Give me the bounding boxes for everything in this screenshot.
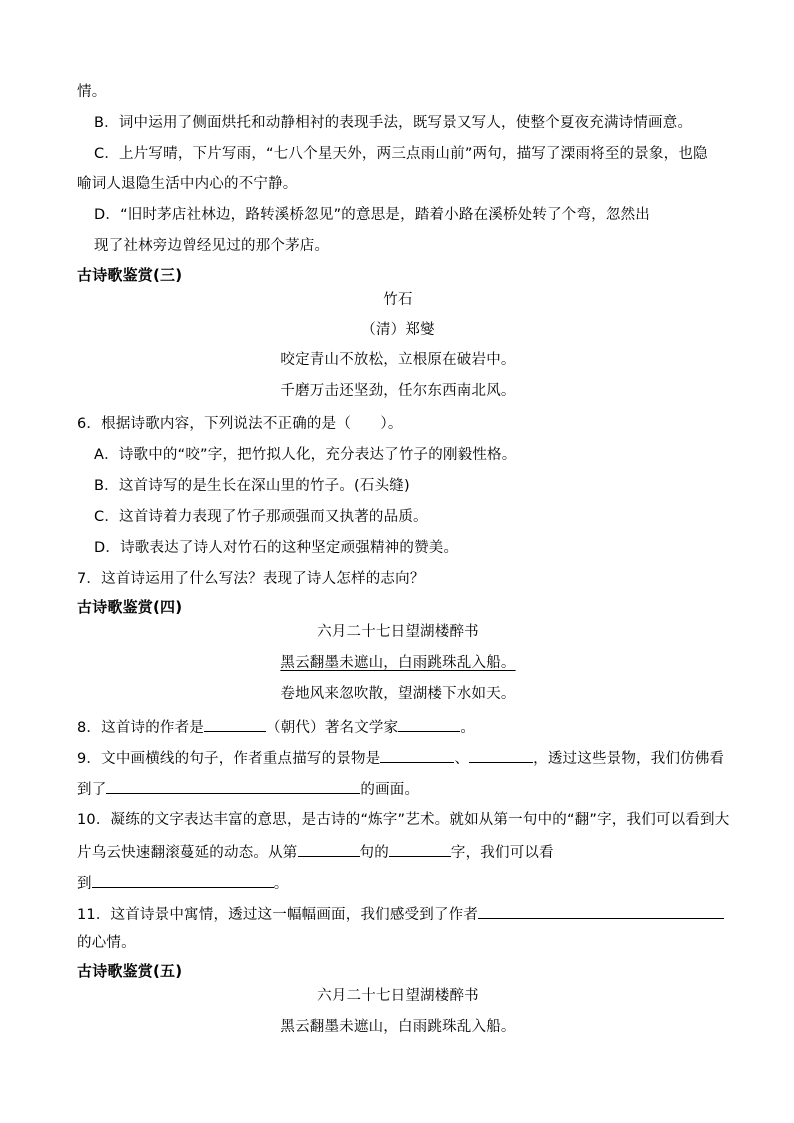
answer-blank[interactable] bbox=[398, 716, 460, 732]
answer-blank[interactable] bbox=[469, 747, 533, 763]
question-9-text: ，透过这些景物，我们仿佛看 bbox=[533, 751, 725, 767]
poem-title: 六月二十七日望湖楼醉书 bbox=[317, 624, 479, 640]
question-7: 7．这首诗运用了什么写法？表现了诗人怎样的志向？ bbox=[77, 571, 425, 587]
question-11-text: 11．这首诗景中寓情，透过这一幅幅画面，我们感受到了作者 bbox=[77, 907, 479, 923]
question-10-text: 句的 bbox=[359, 845, 389, 861]
poem-line: 千磨万击还坚劲，任尔东西南北风。 bbox=[280, 383, 516, 399]
question-10-text: 字，我们可以看 bbox=[450, 845, 554, 861]
section-heading-5: 古诗歌鉴赏(五) bbox=[77, 962, 183, 980]
question-10-cont bbox=[77, 872, 288, 894]
question-8-text: 。 bbox=[460, 720, 476, 736]
answer-blank[interactable] bbox=[298, 841, 360, 857]
answer-blank[interactable] bbox=[389, 841, 451, 857]
question-8-text: 8．这首诗的作者是 bbox=[77, 720, 205, 736]
answer-blank[interactable] bbox=[204, 716, 266, 732]
poem-title: 竹石 bbox=[383, 292, 413, 308]
question-6-option-a: A．诗歌中的“咬”字，把竹拟人化，充分表达了竹子的刚毅性格。 bbox=[94, 447, 517, 463]
answer-blank[interactable] bbox=[92, 872, 274, 888]
question-8-text: （朝代）著名文学家 bbox=[266, 720, 399, 736]
question-9-text: 9．文中画横线的句子，作者重点描写的景物是 bbox=[77, 751, 381, 767]
question-6-option-c: C．这首诗着力表现了竹子那顽强而又执著的品质。 bbox=[94, 509, 428, 525]
answer-blank[interactable] bbox=[478, 903, 724, 919]
poem-author: （清）郑燮 bbox=[361, 322, 435, 338]
question-9-text: 到了 bbox=[77, 782, 107, 798]
answer-blank[interactable] bbox=[106, 778, 360, 794]
question-6-option-d: D．诗歌表达了诗人对竹石的这种坚定顽强精神的赞美。 bbox=[94, 540, 459, 556]
answer-blank[interactable] bbox=[380, 747, 454, 763]
question-8 bbox=[77, 716, 475, 738]
option-d-line2: 现了社林旁边曾经见过的那个茅店。 bbox=[94, 238, 330, 254]
option-c-line1: C．上片写晴，下片写雨，“七八个星天外，两三点雨山前”两句，描写了溧雨将至的景象，也隐 bbox=[94, 146, 708, 162]
question-9-text: 的画面。 bbox=[360, 782, 420, 798]
poem-line: 卷地风来忽吹散，望湖楼下水如天。 bbox=[280, 686, 516, 702]
underlined-sentence: 黑云翻墨未遮山，白雨跳珠乱入船。 bbox=[280, 655, 516, 671]
section-heading-3: 古诗歌鉴赏(三) bbox=[77, 266, 183, 284]
question-10-text: 。 bbox=[273, 876, 289, 892]
question-10: 10．凝练的文字表达丰富的意思，是古诗的“炼字”艺术。就如从第一句中的“翻”字，我们可以看到大 bbox=[77, 812, 730, 828]
question-9 bbox=[77, 747, 724, 769]
question-10-cont bbox=[77, 841, 554, 863]
poem-line: 咬定青山不放松，立根原在破岩中。 bbox=[280, 352, 516, 368]
section-heading-4: 古诗歌鉴赏(四) bbox=[77, 598, 183, 616]
poem-line-underlined bbox=[77, 653, 719, 673]
question-11-cont: 的心情。 bbox=[77, 935, 136, 951]
option-d-line1: D．“旧时茅店社林边，路转溪桥忽见”的意思是，踏着小路在溪桥处转了个弯，忽然出 bbox=[94, 207, 650, 223]
question-10-text: 到 bbox=[77, 876, 92, 892]
option-c-line2: 喻词人退隐生活中内心的不宁静。 bbox=[77, 176, 298, 192]
question-9-cont bbox=[77, 778, 419, 800]
question-11 bbox=[77, 903, 724, 925]
option-b: B．词中运用了侧面烘托和动静相衬的表现手法，既写景又写人，使整个夏夜充满诗情画意。 bbox=[94, 115, 693, 131]
paragraph-continuation: 情。 bbox=[77, 84, 107, 100]
poem-line: 黑云翻墨未遮山，白雨跳珠乱入船。 bbox=[280, 1019, 516, 1035]
question-10-text: 片乌云快速翻滚蔓延的动态。从第 bbox=[77, 845, 298, 861]
question-6: 6．根据诗歌内容，下列说法不正确的是（ ）。 bbox=[77, 416, 403, 432]
poem-title: 六月二十七日望湖楼醉书 bbox=[317, 988, 479, 1004]
question-6-option-b: B．这首诗写的是生长在深山里的竹子。(石头缝) bbox=[94, 478, 410, 494]
question-9-text: 、 bbox=[454, 751, 470, 767]
